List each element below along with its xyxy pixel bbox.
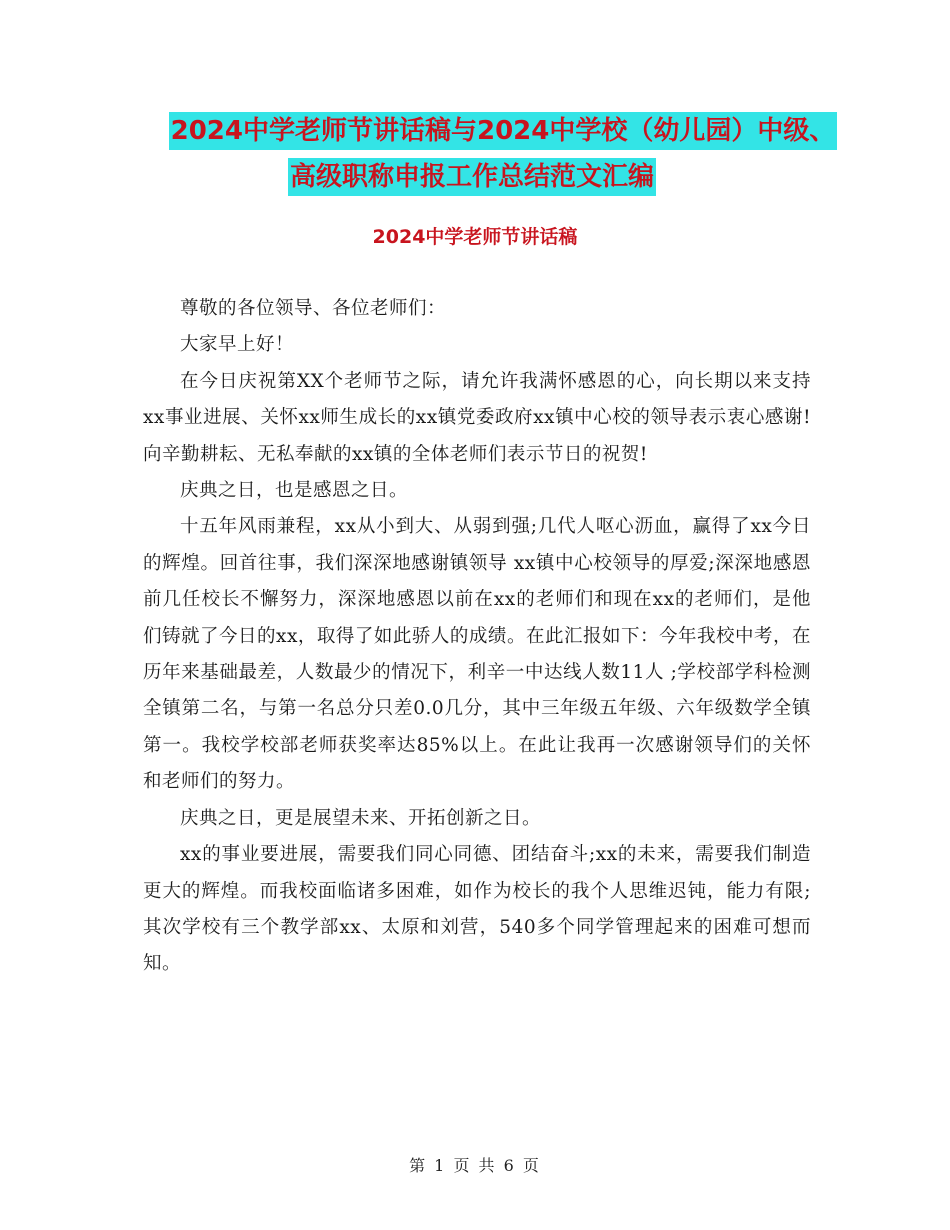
paragraph-future-day: 庆典之日，更是展望未来、开拓创新之日。 [180,807,542,829]
body-text [143,291,811,983]
page-number: 第 1 页 共 6 页 [409,1156,541,1175]
title-line-1: 2024中学老师节讲话稿与2024中学校（幼儿园）中级、 [169,112,838,150]
paragraph-salutation: 尊敬的各位领导、各位老师们： [180,298,447,319]
paragraph-greeting: 大家早上好！ [180,334,295,356]
paragraph-challenges: xx的事业要进展，需要我们同心同德、团结奋斗;xx的未来，需要我们制造更大的辉煌。而我校面临诸多困难，如作为校长的我个人思维迟钝，能力有限;其次学校有三个教学部xx、太原和刘营，540多个同学管理起来的困难可想而知。 [143,844,811,975]
title-line-2: 高级职称申报工作总结范文汇编 [288,158,656,196]
paragraph-history: 十五年风雨兼程，xx从小到大、从弱到强;几代人呕心沥血，赢得了xx今日的辉煌。回首往事，我们深深地感谢镇领导 xx镇中心校领导的厚爱;深深地感恩前几任校长不懈努力，深深地感恩以前在xx的老师们和现在xx的老师们，是他们铸就了今日的xx，取得了如此骄人的成绩。在此汇报如下：今年我校中考，在历年来基础最差，人数最少的情况下，利辛一中达线人数11人 ;学校部学科检测全镇第二名，与第一名总分只差0.0几分，其中三年级五年级、六年级数学全镇第一。我校学校部老师获奖率达85%以上。在此让我再一次感谢领导们的关怀和老师们的努力。 [143,516,811,793]
paragraph-gratitude-day: 庆典之日，也是感恩之日。 [180,480,409,502]
document-title [0,112,950,192]
section-heading: 2024中学老师节讲话稿 [372,226,578,248]
page-footer [0,1153,950,1176]
paragraph-thanks: 在今日庆祝第XX个老师节之际，请允许我满怀感恩的心，向长期以来支持xx事业进展、关怀xx师生成长的xx镇党委政府xx镇中心校的领导表示衷心感谢!向辛勤耕耘、无私奉献的xx镇的全体老师们表示节日的祝贺! [143,370,811,465]
